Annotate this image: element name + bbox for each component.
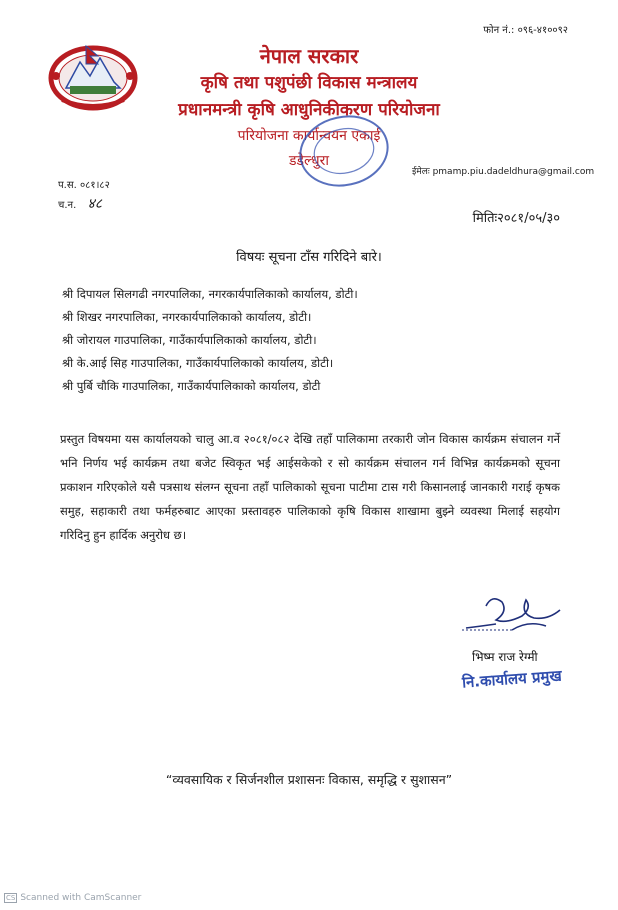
signature-icon (462, 590, 572, 646)
header-unit: परियोजना कार्यान्वयन एकाई (237, 128, 381, 144)
recipient-item: श्री दिपायल सिलगढी नगरपालिका, नगरकार्यपालिकाको कार्यालय, डोटी। (62, 287, 358, 301)
recipient-item: श्री पुर्बि चौकि गाउपालिका, गाउँकार्यपालिकाको कार्यालय, डोटी (62, 379, 321, 393)
camscanner-logo-icon: CS (6, 894, 16, 902)
header-ministry: कृषि तथा पशुपंछी विकास मन्त्रालय (200, 73, 418, 93)
letter-subject: विषयः सूचना टाँस गरिदिने बारे। (236, 250, 382, 265)
recipient-item: श्री जोरायल गाउपालिका, गाउँकार्यपालिकाको कार्यालय, डोटी। (62, 333, 317, 347)
signatory-name: भिष्म राज रेग्मी (472, 650, 538, 664)
scanner-watermark (4, 893, 141, 903)
dispatch-value: ४८ (87, 196, 103, 212)
dispatch-number (58, 194, 102, 213)
header-government: नेपाल सरकार (259, 44, 359, 68)
scanner-text: Scanned with CamScanner (20, 893, 142, 903)
signatory-title-stamp: नि.कार्यालय प्रमुख (461, 666, 563, 692)
dispatch-label: च.न. (58, 200, 77, 211)
reference-number: प.स. ०८१।८२ (58, 180, 110, 191)
email-address: ईमेलः pmamp.piu.dadeldhura@gmail.com (412, 167, 595, 177)
letter-date: मितिः२०८१/०५/३० (472, 211, 560, 226)
recipient-list (62, 283, 358, 398)
header-project: प्रधानमन्त्री कृषि आधुनिकीकरण परियोजना (178, 100, 440, 120)
phone-number: फोन नं.: ०९६-४१००९२ (483, 25, 568, 36)
recipient-item: श्री शिखर नगरपालिका, नगरकार्यपालिकाको कार्यालय, डोटी। (62, 310, 312, 324)
footer-slogan: “व्यवसायिक र सिर्जनशील प्रशासनः विकास, समृद्धि र सुशासन” (165, 772, 453, 787)
office-stamp-icon (296, 112, 392, 190)
header-district: डडेल्धुरा (289, 153, 329, 169)
letter-body: प्रस्तुत विषयमा यस कार्यालयको चालु आ.व २०८१/०८२ देखि तहाँ पालिकामा तरकारी जोन विकास कार्यक्रम संचालन गर्ने भनि निर्णय भई कार्यक्रम तथा बजेट स्विकृत भई आईसकेको र सो कार्यक्रम संचालन गर्न विभिन्न कार्यक्रमको सूचना प्रकाशन गरिएकोले यसै पत्रसाथ संलग्न सूचना तहाँ पालिकाको सूचना पाटीमा टास गरी किसानलाई जानकारी गराई कृषक समुह, सहाकारी तथा फर्महरुबाट आएका प्रस्तावहरु पालिकाको कृषि विकास शाखामा बुझ्ने व्यवस्था मिलाई सहयोग गरिदिनु हुन हार्दिक अनुरोध छ। (60, 432, 560, 542)
recipient-item: श्री के.आई सिह गाउपालिका, गाउँकार्यपालिकाको कार्यालय, डोटी। (62, 356, 334, 370)
